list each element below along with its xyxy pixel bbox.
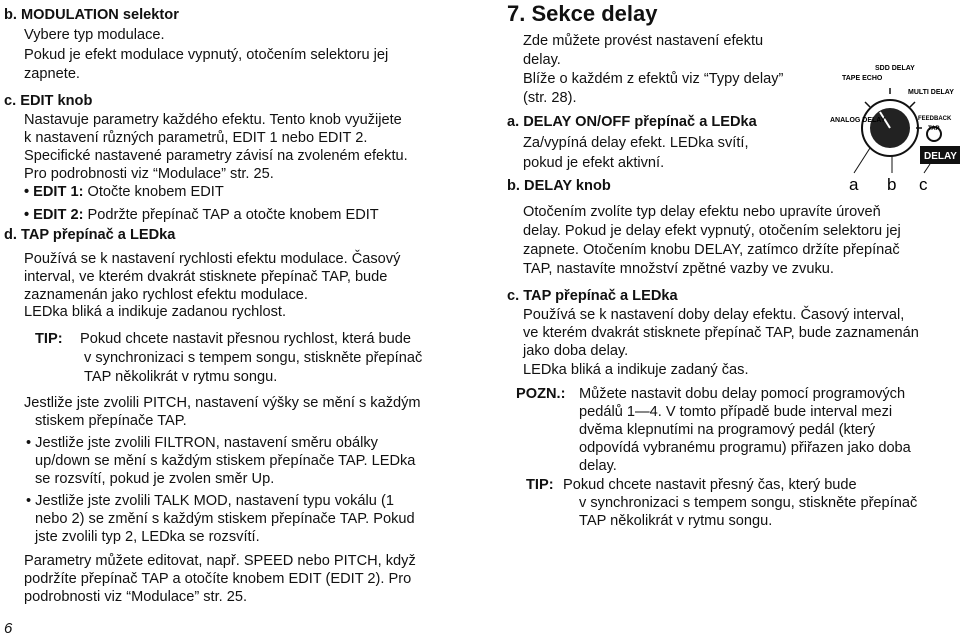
delay-onoff-heading: a. DELAY ON/OFF přepínač a LEDka [507,114,757,130]
body-line: LEDka bliká a indikuje zadaný čas. [523,362,749,378]
tip-line: Pokud chcete nastavit přesnou rychlost, která bude [80,331,411,347]
talk-line: nebo 2) se změní s každým stiskem přepínače TAP. Pokud [35,511,415,527]
edit2-label: • EDIT 2: [24,207,84,223]
note-line: odpovídá vybranému programu) přiřazen jako doba [579,440,911,456]
body-line [24,250,400,268]
body-line: zaznamenán jako rychlost efektu modulace. [24,287,308,303]
note-line: pedálů 1—4. V tomto případě bude interval mezi [579,404,893,420]
callout-c: c [919,175,928,194]
talk-line: • Jestliže jste zvolili TALK MOD, nastavení typu vokálu (1 [26,493,394,509]
panel-label: SDD DELAY [875,65,915,72]
note-line: delay. [579,458,617,474]
talk-line: jste zvolili typ 2, LEDka se rozsvítí. [35,529,260,545]
body-text: Časový [351,251,401,267]
pitch-line: stiskem přepínače TAP. [35,413,187,429]
body-line: Otočením zvolíte typ delay efektu nebo upravíte úroveň [523,204,881,220]
edit2-item [24,206,379,224]
body-line: k nastavení různých parametrů, EDIT 1 nebo EDIT 2. [24,130,368,146]
delay-knob-illustration [862,100,918,156]
param-line: podrobnosti viz “Modulace” str. 25. [24,589,248,605]
body-line: jako doba delay. [523,343,629,359]
delay-panel-diagram [830,58,960,198]
tip-line: Pokud chcete nastavit přesný čas, který bude [563,477,857,493]
filtron-line: up/down se mění s každým stiskem přepínače TAP. LEDka [35,453,416,469]
panel-label: DELAY [924,151,957,162]
filtron-line: • Jestliže jste zvolili FILTRON, nastavení směru obálky [26,435,378,451]
modulation-selector-heading: b. MODULATION selektor [4,7,179,23]
body-line: zapnete. [24,66,80,82]
tip-line: v synchronizaci s tempem songu, stiskněte přepínač [84,350,423,366]
tip-label: TIP: [526,477,554,493]
tip-label: TIP: [35,331,63,347]
body-line: pokud je efekt aktivní. [523,155,665,171]
filtron-line: se rozsvítí, pokud je zvolen směr Up. [35,471,275,487]
body-line: LEDka bliká a indikuje zadanou rychlost. [24,304,287,320]
intro-line: (str. 28). [523,90,577,106]
body-line: Specifické nastavené parametry závisí na zvoleném efektu. [24,148,408,164]
body-line: Za/vypíná delay efekt. LEDka svítí, [523,135,749,151]
param-line: Parametry můžete editovat, např. SPEED nebo PITCH, když [24,553,416,569]
note-line: Můžete nastavit dobu delay pomocí programových [579,386,906,402]
delay-knob-heading: b. DELAY knob [507,178,611,194]
body-line: Používá se k nastavení doby delay efektu. Časový interval, [523,307,905,323]
body-line: interval, ve kterém dvakrát stisknete přepínač TAP, bude [24,269,388,285]
body-line: ve kterém dvakrát stisknete přepínač TAP, bude zaznamenán [523,325,919,341]
edit1-text: Otočte knobem EDIT [87,184,224,200]
edit2-text: Podržte přepínač TAP a otočte knobem EDIT [87,207,379,223]
panel-label: TAP [928,126,940,132]
body-line: TAP, nastavíte množství zpětné vazby ve zvuku. [523,261,834,277]
tip-line: TAP několikrát v rytmu songu. [84,369,278,385]
panel-label: TAPE ECHO [842,75,883,82]
tap-switch-heading: d. TAP přepínač a LEDka [4,227,176,243]
panel-label: ANALOG DELAY [830,117,886,124]
intro-line: Zde můžete provést nastavení efektu [523,33,764,49]
tip-line: TAP několikrát v rytmu songu. [579,513,773,529]
edit1-label: • EDIT 1: [24,184,84,200]
callout-a: a [849,175,859,194]
tap-button-illustration [927,126,941,141]
intro-line: Blíže o každém z efektů viz “Typy delay” [523,71,784,87]
body-text: Používá se k nastavení rychlosti efektu modulace. [24,251,348,267]
note-label: POZN.: [516,386,566,402]
panel-label: FEEDBACK [918,116,952,122]
section-title: 7. Sekce delay [507,1,658,26]
delay-tap-heading: c. TAP přepínač a LEDka [507,288,678,304]
body-line: delay. Pokud je delay efekt vypnutý, otočením selektoru jej [523,223,901,239]
callout-b: b [887,175,897,194]
note-line: dvěma klepnutími na programový pedál (který [579,422,876,438]
intro-line: delay. [523,52,561,68]
panel-label: MULTI DELAY [908,89,954,96]
delay-switch-illustration [920,146,960,164]
body-line: Pokud je efekt modulace vypnutý, otočením selektoru jej [24,47,389,63]
body-line: Pro podrobnosti viz “Modulace” str. 25. [24,166,274,182]
pitch-line: Jestliže jste zvolili PITCH, nastavení výšky se mění s každým [24,395,421,411]
body-line: Vybere typ modulace. [24,27,165,43]
param-line: podržíte přepínač TAP a otočíte knobem EDIT (EDIT 2). Pro [24,571,412,587]
body-line: Nastavuje parametry každého efektu. Tento knob využijete [24,112,402,128]
edit1-item [24,183,224,201]
edit-knob-heading: c. EDIT knob [4,93,93,109]
tip-line: v synchronizaci s tempem songu, stiskněte přepínač [579,495,918,511]
body-line: zapnete. Otočením knobu DELAY, zatímco držíte přepínač [523,242,900,258]
page-number: 6 [4,620,13,637]
